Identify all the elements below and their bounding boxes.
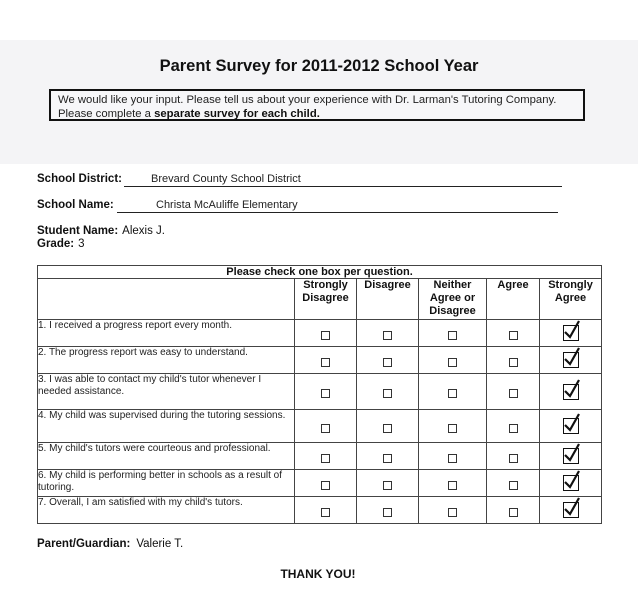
checkbox[interactable] — [448, 424, 457, 433]
answer-cell-disagree — [357, 443, 419, 470]
answer-cell-disagree — [357, 320, 419, 347]
question-text: 1. I received a progress report every month. — [38, 320, 295, 347]
answer-cell-neither — [419, 410, 487, 443]
answer-cell-strongly-agree — [540, 497, 602, 524]
answer-cell-strongly-agree — [540, 320, 602, 347]
checkbox[interactable] — [383, 424, 392, 433]
checkbox-checked[interactable] — [563, 502, 579, 518]
answer-cell-strongly-disagree — [295, 497, 357, 524]
answer-cell-strongly-disagree — [295, 443, 357, 470]
question-text: 2. The progress report was easy to understand. — [38, 347, 295, 374]
answer-cell-strongly-disagree — [295, 470, 357, 497]
answer-cell-neither — [419, 347, 487, 374]
student-name-row — [37, 225, 165, 237]
student-name-label: Student Name: — [37, 225, 119, 237]
answer-cell-agree — [487, 320, 540, 347]
answer-cell-neither — [419, 497, 487, 524]
school-district-value: Brevard County School District — [151, 173, 301, 185]
answer-cell-disagree — [357, 470, 419, 497]
page-title: Parent Survey for 2011-2012 School Year — [159, 57, 479, 75]
intro-line-2-emphasis: separate survey for each child. — [154, 108, 320, 120]
question-row — [38, 470, 602, 497]
intro-line-2 — [58, 107, 583, 121]
checkbox[interactable] — [509, 331, 518, 340]
survey-table — [37, 265, 602, 524]
answer-cell-agree — [487, 443, 540, 470]
checkbox[interactable] — [448, 358, 457, 367]
checkbox-checked[interactable] — [563, 325, 579, 341]
question-row — [38, 347, 602, 374]
checkbox[interactable] — [383, 454, 392, 463]
checkbox[interactable] — [509, 481, 518, 490]
question-rows — [38, 320, 602, 524]
checkbox[interactable] — [321, 508, 330, 517]
column-header-strongly-disagree: Strongly Disagree — [295, 279, 357, 320]
check-mark-icon — [563, 413, 581, 433]
checkbox[interactable] — [448, 508, 457, 517]
checkbox[interactable] — [448, 389, 457, 398]
intro-line-1: We would like your input. Please tell us about your experience with Dr. Larman's Tutoring Company. — [58, 94, 557, 106]
question-row — [38, 374, 602, 410]
answer-cell-strongly-agree — [540, 443, 602, 470]
school-name-label: School Name: — [37, 199, 114, 211]
column-header-neither: Neither Agree or Disagree — [419, 279, 487, 320]
check-mark-icon — [563, 347, 581, 367]
checkbox-checked[interactable] — [563, 418, 579, 434]
answer-cell-strongly-disagree — [295, 374, 357, 410]
question-row — [38, 320, 602, 347]
thank-you: THANK YOU! — [280, 567, 356, 581]
checkbox[interactable] — [448, 454, 457, 463]
school-district-underline — [124, 186, 562, 187]
checkbox[interactable] — [509, 508, 518, 517]
answer-cell-agree — [487, 374, 540, 410]
guardian-value: Valerie T. — [136, 538, 184, 550]
check-mark-icon — [563, 497, 581, 517]
checkbox[interactable] — [509, 389, 518, 398]
checkbox[interactable] — [383, 508, 392, 517]
answer-cell-neither — [419, 320, 487, 347]
checkbox[interactable] — [509, 454, 518, 463]
grade-label: Grade: — [37, 238, 75, 250]
answer-cell-disagree — [357, 410, 419, 443]
checkbox[interactable] — [448, 331, 457, 340]
answer-cell-disagree — [357, 497, 419, 524]
checkbox-checked[interactable] — [563, 448, 579, 464]
table-banner: Please check one box per question. — [38, 266, 602, 279]
school-name-value: Christa McAuliffe Elementary — [156, 199, 298, 211]
answer-cell-strongly-disagree — [295, 320, 357, 347]
question-text: 7. Overall, I am satisfied with my child's tutors. — [38, 497, 295, 524]
checkbox[interactable] — [448, 481, 457, 490]
student-name-value: Alexis J. — [122, 225, 165, 237]
check-mark-icon — [563, 470, 581, 490]
school-name-underline — [117, 212, 558, 213]
checkbox[interactable] — [321, 358, 330, 367]
question-text: 5. My child's tutors were courteous and professional. — [38, 443, 295, 470]
answer-cell-agree — [487, 470, 540, 497]
answer-cell-agree — [487, 347, 540, 374]
checkbox[interactable] — [321, 424, 330, 433]
checkbox-checked[interactable] — [563, 475, 579, 491]
answer-cell-agree — [487, 497, 540, 524]
answer-cell-strongly-agree — [540, 410, 602, 443]
checkbox[interactable] — [383, 481, 392, 490]
checkbox[interactable] — [321, 454, 330, 463]
check-mark-icon — [563, 320, 581, 340]
question-text: 3. I was able to contact my child's tutor whenever I needed assistance. — [38, 374, 295, 410]
question-text: 6. My child is performing better in schools as a result of tutoring. — [38, 470, 295, 497]
answer-cell-strongly-disagree — [295, 410, 357, 443]
grade-value: 3 — [78, 238, 85, 250]
question-row — [38, 497, 602, 524]
guardian-row — [37, 538, 183, 550]
question-row — [38, 410, 602, 443]
answer-cell-strongly-agree — [540, 374, 602, 410]
column-header-agree: Agree — [487, 279, 540, 320]
question-row — [38, 443, 602, 470]
answer-cell-neither — [419, 470, 487, 497]
checkbox[interactable] — [509, 424, 518, 433]
intro-box — [49, 89, 585, 121]
question-text: 4. My child was supervised during the tutoring sessions. — [38, 410, 295, 443]
checkbox[interactable] — [509, 358, 518, 367]
checkbox[interactable] — [383, 389, 392, 398]
answer-cell-agree — [487, 410, 540, 443]
answer-cell-neither — [419, 443, 487, 470]
checkbox[interactable] — [321, 389, 330, 398]
answer-cell-strongly-agree — [540, 347, 602, 374]
checkbox-checked[interactable] — [563, 352, 579, 368]
checkbox[interactable] — [321, 331, 330, 340]
checkbox[interactable] — [321, 481, 330, 490]
answer-cell-strongly-disagree — [295, 347, 357, 374]
grade-row — [37, 238, 84, 250]
answer-cell-strongly-agree — [540, 470, 602, 497]
guardian-label: Parent/Guardian: — [37, 538, 131, 550]
column-header-disagree: Disagree — [357, 279, 419, 320]
checkbox[interactable] — [383, 358, 392, 367]
checkbox-checked[interactable] — [563, 384, 579, 400]
check-mark-icon — [563, 379, 581, 399]
intro-line-2-prefix: Please complete a — [58, 108, 155, 120]
check-mark-icon — [563, 443, 581, 463]
school-district-label: School District: — [37, 173, 122, 185]
checkbox[interactable] — [383, 331, 392, 340]
answer-cell-neither — [419, 374, 487, 410]
answer-cell-disagree — [357, 347, 419, 374]
question-column-header — [38, 279, 295, 320]
answer-cell-disagree — [357, 374, 419, 410]
column-header-strongly-agree: Strongly Agree — [540, 279, 602, 320]
